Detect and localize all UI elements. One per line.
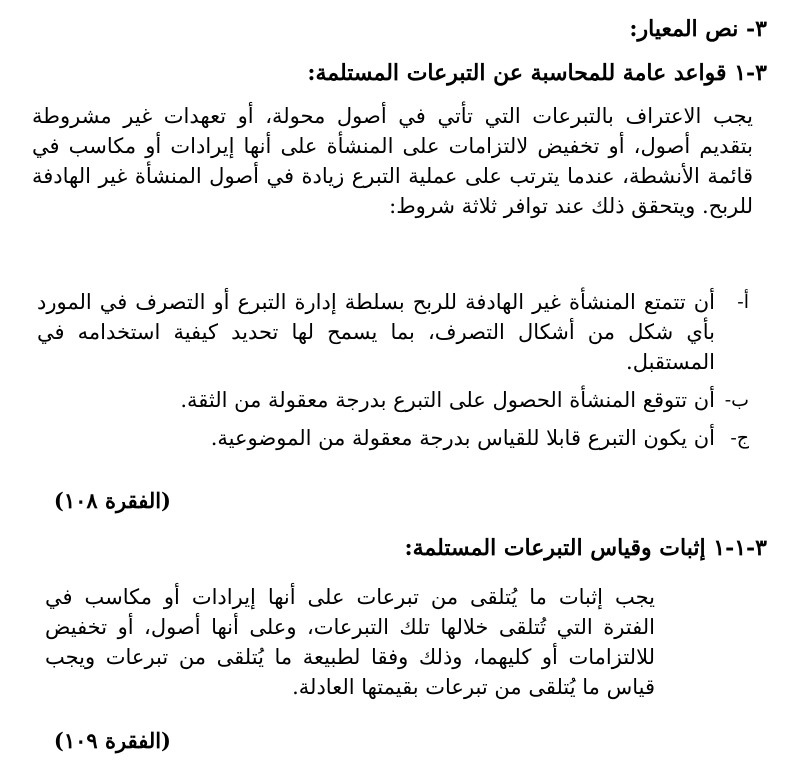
condition-item	[37, 423, 749, 453]
condition-marker: ب-	[724, 389, 749, 411]
condition-marker: ج-	[730, 427, 749, 449]
section-heading: ٣- نص المعيار:	[629, 16, 767, 42]
recognition-measurement-paragraph: يجب إثبات ما يُتلقى من تبرعات على أنها إيرادات أو مكاسب في الفترة التي تُتلقى خلالها تلك التبرعات، وعلى أنها أصول، أو تخفيض للالتزامات أو كليهما، وذلك وفقا لطبيعة ما يُتلقى من تبرعات ويجب قياس ما يُتلقى من تبرعات بقيمتها العادلة.	[45, 585, 655, 699]
condition-text: أن يكون التبرع قابلا للقياس بدرجة معقولة من الموضوعية.	[210, 426, 715, 450]
paragraph-reference-109: (الفقرة ١٠٩)	[53, 728, 171, 753]
conditions-list	[37, 287, 749, 461]
condition-text: أن تتوقع المنشأة الحصول على التبرع بدرجة معقولة من الثقة.	[180, 388, 715, 412]
subsection-heading-general-rules: ٣-١ قواعد عامة للمحاسبة عن التبرعات المستلمة:	[307, 60, 767, 86]
condition-text: أن تتمتع المنشأة غير الهادفة للربح بسلطة إدارة التبرع أو التصرف في المورد بأي شكل من أشكال التصرف، بما يسمح لها تحديد كيفية استخدامه في المستقبل.	[37, 290, 715, 374]
condition-item	[37, 287, 749, 377]
condition-marker: أ-	[737, 291, 749, 313]
subsection-heading-recognition-measurement: ٣-١-١ إثبات وقياس التبرعات المستلمة:	[404, 535, 767, 561]
condition-item	[37, 385, 749, 415]
paragraph-reference-108: (الفقرة ١٠٨)	[53, 488, 171, 513]
general-rules-paragraph: يجب الاعتراف بالتبرعات التي تأتي في أصول محولة، أو تعهدات غير مشروطة بتقديم أصول، أو تخفيض لالتزامات على المنشأة على أنها إيرادات أو مكاسب في قائمة الأنشطة، عندما يترتب على عملية التبرع زيادة في أصول المنشأة غير الهادفة للربح. ويتحقق ذلك عند توافر ثلاثة شروط:	[32, 104, 753, 218]
